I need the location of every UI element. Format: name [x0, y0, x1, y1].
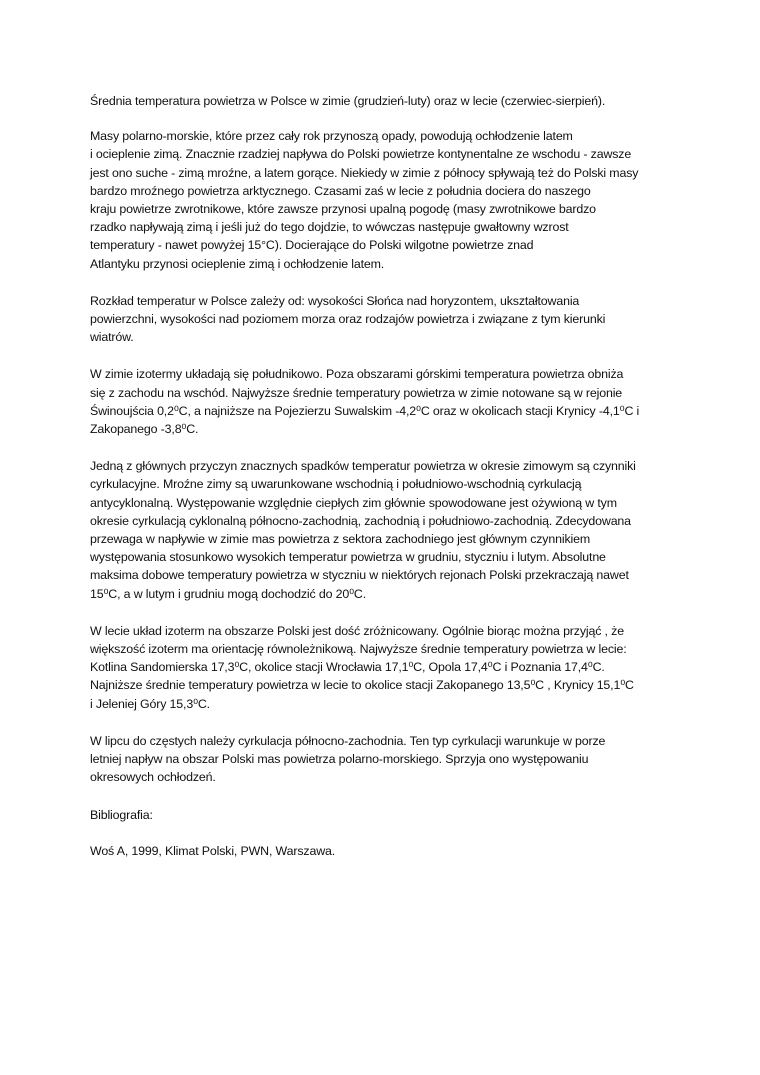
document-page — [90, 92, 686, 879]
winter-circulation-paragraph — [90, 457, 686, 603]
text-line: rzadko napływają zimą i jeśli już do tego dojdzie, to wówczas następuje gwałtowny wzrost — [90, 220, 569, 235]
text-line: cyrkulacyjne. Mroźne zimy są uwarunkowane wschodnią i południowo-wschodnią cyrkulacją — [90, 477, 582, 492]
text-line: i ocieplenie zimą. Znacznie rzadziej napływa do Polski powietrze kontynentalne ze wschodu - zawsze — [90, 147, 632, 162]
text-line: kraju powietrze zwrotnikowe, które zawsze przynosi upalną pogodę (masy zwrotnikowe bardzo — [90, 202, 596, 217]
text-line: maksima dobowe temperatury powietrza w styczniu w niektórych rejonach Polski przekraczają nawet — [90, 568, 629, 583]
bibliography-heading — [90, 806, 686, 824]
text-line: powierzchni, wysokości nad poziomem morza oraz rodzajów powietrza i związane z tym kierunki — [90, 312, 606, 327]
text-line: okresowych ochłodzeń. — [90, 770, 216, 785]
text-line: letniej napływ na obszar Polski mas powietrza polarno-morskiego. Sprzyja ono występowaniu — [90, 752, 589, 767]
text-line: W zimie izotermy układają się południkowo. Poza obszarami górskimi temperatura powietrza obniża — [90, 367, 624, 382]
text-line: Najniższe średnie temperatury powietrza w lecie to okolice stacji Zakopanego 13,5⁰C , Krynicy 15,1⁰C — [90, 678, 634, 693]
text-line: Rozkład temperatur w Polsce zależy od: wysokości Słońca nad horyzontem, ukształtowania — [90, 293, 580, 308]
text-line: W lecie układ izoterm na obszarze Polski jest dość zróżnicowany. Ogólnie biorąc można przyjąć , że — [90, 623, 624, 638]
text-line: Atlantyku przynosi ocieplenie zimą i ochłodzenie latem. — [90, 256, 385, 271]
summer-isotherms-paragraph — [90, 622, 686, 713]
title-paragraph — [90, 92, 686, 110]
temperature-factors-paragraph — [90, 292, 686, 347]
text-line: okresie cyrkulacją cyklonalną północno-zachodnią, zachodnią i południowo-zachodnią. Zdecydowana — [90, 513, 631, 528]
text-line: Zakopanego -3,8⁰C. — [90, 422, 199, 437]
winter-isotherms-paragraph — [90, 365, 686, 438]
text-line: Bibliografia: — [90, 807, 153, 822]
text-line: występowania stosunkowo wysokich temperatur powietrza w grudniu, styczniu i lutym. Absolutne — [90, 550, 606, 565]
text-line: W lipcu do częstych należy cyrkulacja północno-zachodnia. Ten typ cyrkulacji warunkuje w porze — [90, 733, 606, 748]
text-line: większość izoterm ma orientację równoleżnikową. Najwyższe średnie temperatury powietrza w lecie: — [90, 642, 627, 657]
text-line: Jedną z głównych przyczyn znacznych spadków temperatur powietrza w okresie zimowym są czynniki — [90, 459, 636, 474]
text-line: Świnoujścia 0,2⁰C, a najniższe na Pojezierzu Suwalskim -4,2⁰C oraz w okolicach stacji Krynicy -4,1⁰C i — [90, 403, 640, 418]
text-line: 15⁰C, a w lutym i grudniu mogą dochodzić do 20⁰C. — [90, 586, 367, 601]
text-line: przewaga w napływie w zimie mas powietrza z sektora zachodniego jest głównym czynnikiem — [90, 532, 591, 547]
bibliography-entry — [90, 842, 686, 860]
text-line: wiatrów. — [90, 330, 134, 345]
text-line: antycyklonalną. Występowanie względnie ciepłych zim głównie spowodowane jest ożywioną w tym — [90, 495, 617, 510]
text-line: temperatury - nawet powyżej 15°C). Docierające do Polski wilgotne powietrze znad — [90, 238, 534, 253]
text-line: Średnia temperatura powietrza w Polsce w zimie (grudzień-luty) oraz w lecie (czerwiec-sierpień). — [90, 94, 606, 108]
july-circulation-paragraph — [90, 732, 686, 787]
text-line: się z zachodu na wschód. Najwyższe średnie temperatury powietrza w zimie notowane są w rejonie — [90, 385, 623, 400]
text-line: i Jeleniej Góry 15,3⁰C. — [90, 696, 210, 711]
air-masses-paragraph — [90, 127, 686, 273]
text-line: Kotlina Sandomierska 17,3⁰C, okolice stacji Wrocławia 17,1⁰C, Opola 17,4⁰C i Poznania 17,4⁰C. — [90, 660, 605, 675]
text-line: bardzo mroźnego powietrza arktycznego. Czasami zaś w lecie z południa dociera do naszego — [90, 183, 591, 198]
text-line: Masy polarno-morskie, które przez cały rok przynoszą opady, powodują ochłodzenie latem — [90, 129, 573, 144]
text-line: Woś A, 1999, Klimat Polski, PWN, Warszawa. — [90, 843, 336, 858]
text-line: jest ono suche - zimą mroźne, a latem gorące. Niekiedy w zimie z północy spływają też do Polski masy — [90, 165, 639, 180]
